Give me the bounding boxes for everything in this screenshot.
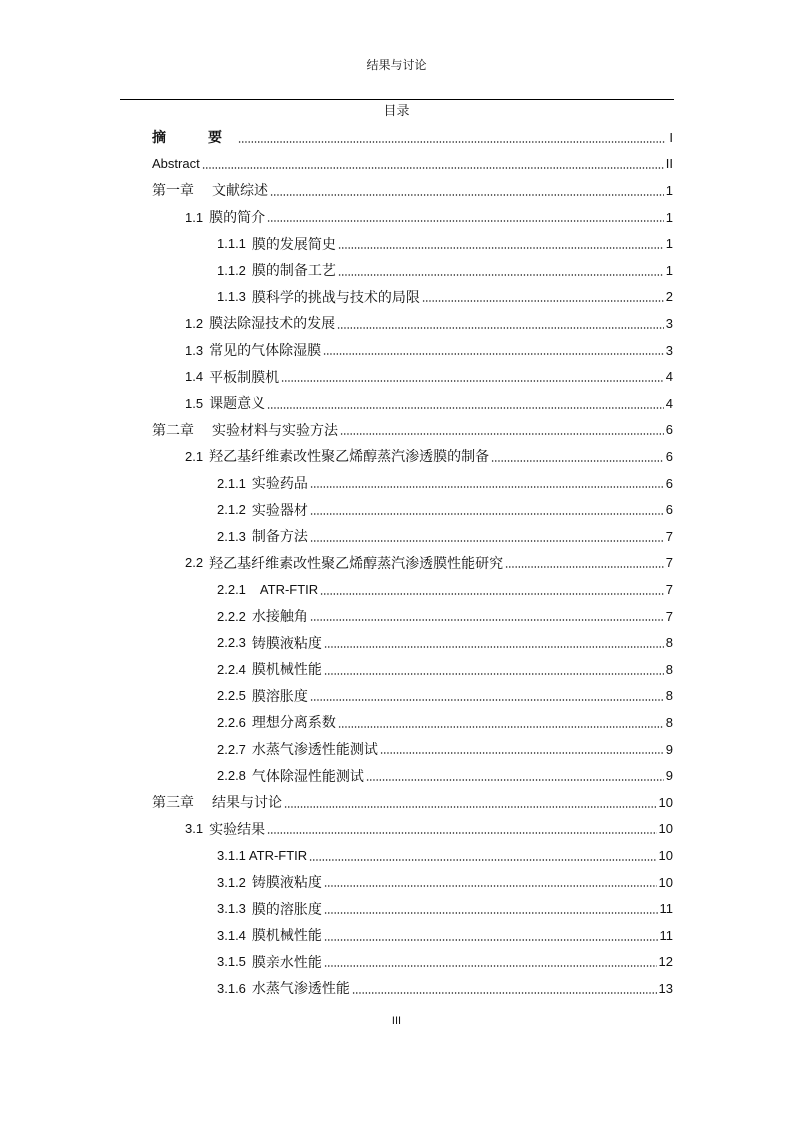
- toc-entry-page: 6: [665, 502, 673, 518]
- toc-entry-page: 10: [658, 821, 673, 837]
- toc-entry-number: 2.2.1: [217, 581, 246, 597]
- toc-entry-abstract-en[interactable]: [152, 151, 673, 178]
- toc-entry-page: 1: [665, 182, 673, 198]
- toc-entry-section[interactable]: [185, 363, 673, 390]
- toc-entry-subsection[interactable]: [217, 496, 673, 523]
- toc-entry-number: 2.2.3: [217, 635, 246, 651]
- toc-entry-subsection[interactable]: [217, 257, 673, 284]
- toc-entry-label: 膜亲水性能: [251, 954, 322, 971]
- dot-leader: [267, 220, 664, 222]
- toc-entry-section[interactable]: [185, 390, 673, 417]
- toc-entry-number: 第三章: [152, 795, 194, 812]
- toc-entry-subsection[interactable]: [217, 869, 673, 896]
- toc-entry-page: 1: [665, 236, 673, 252]
- toc-entry-page: 10: [658, 847, 673, 863]
- toc-entry-number: 1.5: [185, 395, 204, 411]
- dot-leader: [324, 939, 658, 941]
- toc-entry-page: 8: [665, 714, 673, 730]
- toc-entry-label: 水蒸气渗透性能: [251, 981, 350, 998]
- toc-entry-label: 文献综述: [212, 183, 268, 200]
- toc-entry-page: 6: [665, 448, 673, 464]
- dot-leader: [284, 806, 657, 808]
- toc-entry-label: ATR-FTIR: [259, 581, 319, 597]
- dot-leader: [238, 141, 665, 143]
- toc-entry-label: 实验材料与实验方法: [212, 422, 338, 439]
- toc-entry-section[interactable]: [185, 204, 673, 231]
- toc-entry-subsection[interactable]: [217, 656, 673, 683]
- toc-entry-number: 2.2.4: [217, 661, 246, 677]
- dot-leader: [267, 832, 656, 834]
- dot-leader: [340, 433, 664, 435]
- toc-entry-label: 膜法除湿技术的发展: [209, 316, 336, 333]
- toc-entry-number: 3.1: [185, 821, 204, 837]
- toc-entry-label: 膜的发展简史: [251, 236, 336, 253]
- dot-leader: [338, 726, 664, 728]
- toc-entry-subsection[interactable]: [217, 470, 673, 497]
- dot-leader: [324, 885, 657, 887]
- dot-leader: [491, 460, 664, 462]
- toc-entry-number: 1.1.1: [217, 236, 246, 252]
- toc-entry-number: 2.2.6: [217, 714, 246, 730]
- dot-leader: [352, 992, 657, 994]
- toc-entry-page: 7: [665, 608, 673, 624]
- toc-entry-section[interactable]: [185, 310, 673, 337]
- toc-entry-label: 摘 要: [152, 130, 236, 147]
- toc-entry-number: 3.1.3: [217, 901, 246, 917]
- toc-entry-section[interactable]: [185, 550, 673, 577]
- toc-entry-page: 7: [665, 528, 673, 544]
- toc-entry-label: 膜的简介: [209, 210, 266, 227]
- toc-entry-number: 3.1.1: [217, 847, 246, 863]
- toc-entry-page: 1: [665, 262, 673, 278]
- dot-leader: [338, 247, 664, 249]
- dot-leader: [309, 859, 656, 861]
- toc-entry-number: 2.1.2: [217, 502, 246, 518]
- toc-entry-label: ATR-FTIR: [248, 847, 308, 863]
- toc-entry-label: 制备方法: [251, 529, 308, 546]
- toc-entry-page: 2: [665, 289, 673, 305]
- dot-leader: [505, 566, 664, 568]
- toc-entry-page: 1: [665, 209, 673, 225]
- toc-entry-label: 羟乙基纤维素改性聚乙烯醇蒸汽渗透膜性能研究: [209, 555, 504, 572]
- toc-entry-label: 实验药品: [251, 476, 308, 493]
- toc-entry-number: 3.1.6: [217, 980, 246, 996]
- toc-entry-number: 2.1: [185, 448, 204, 464]
- toc-entry-page: 4: [665, 369, 673, 385]
- toc-entry-number: 2.2: [185, 555, 204, 571]
- dot-leader: [310, 699, 664, 701]
- toc-entry-page: 3: [665, 315, 673, 331]
- toc-entry-number: 第二章: [152, 422, 194, 439]
- toc-entry-number: 1.4: [185, 369, 204, 385]
- toc-entry-page: 11: [659, 927, 673, 943]
- toc-entry-label: 水接触角: [251, 609, 308, 626]
- toc-entry-page: 12: [658, 954, 673, 970]
- toc-entry-number: 2.2.7: [217, 741, 246, 757]
- toc-entry-number: 1.2: [185, 315, 204, 331]
- dot-leader: [320, 593, 664, 595]
- dot-leader: [324, 965, 657, 967]
- toc-entry-subsection[interactable]: [217, 709, 673, 736]
- toc-entry-chapter[interactable]: [152, 789, 673, 816]
- toc-entry-subsection[interactable]: [217, 922, 673, 949]
- dot-leader: [310, 486, 664, 488]
- toc-entry-page: 9: [665, 768, 673, 784]
- toc-entry-label: 实验结果: [209, 821, 266, 838]
- toc-entry-label: 膜的制备工艺: [251, 263, 336, 280]
- toc-entry-subsection[interactable]: [217, 603, 673, 630]
- toc-entry-page: II: [665, 156, 673, 172]
- toc-entry-label: 膜科学的挑战与技术的局限: [251, 289, 420, 306]
- dot-leader: [337, 327, 664, 329]
- toc-entry-subsection[interactable]: [217, 842, 673, 869]
- toc-entry-label: 铸膜液粘度: [251, 875, 322, 892]
- page-number: III: [391, 1015, 402, 1027]
- toc-entry-label: 常见的气体除湿膜: [209, 343, 322, 360]
- toc-entry-subsection[interactable]: [217, 523, 673, 550]
- dot-leader: [281, 380, 664, 382]
- dot-leader: [267, 407, 664, 409]
- toc-entry-subsection[interactable]: [217, 576, 673, 603]
- toc-entry-subsection[interactable]: [217, 975, 673, 1002]
- dot-leader: [366, 779, 664, 781]
- toc-entry-subsection[interactable]: [217, 762, 673, 789]
- toc-entry-page: 6: [665, 475, 673, 491]
- toc-entry-label: 理想分离系数: [251, 715, 336, 732]
- toc-entry-subsection[interactable]: [217, 284, 673, 311]
- toc-entry-label: 羟乙基纤维素改性聚乙烯醇蒸汽渗透膜的制备: [209, 449, 490, 466]
- toc-entry-number: 1.1.2: [217, 262, 246, 278]
- dot-leader: [310, 513, 664, 515]
- running-header: 结果与讨论: [366, 58, 427, 72]
- toc-entry-page: 3: [665, 342, 673, 358]
- toc-entry-number: 1.3: [185, 342, 204, 358]
- toc-entry-abstract-cn[interactable]: [152, 124, 673, 151]
- toc-entry-subsection[interactable]: [217, 683, 673, 710]
- toc-entry-page: 10: [658, 794, 673, 810]
- toc-entry-label: 膜的溶胀度: [251, 901, 322, 918]
- toc-entry-number: 2.2.5: [217, 688, 246, 704]
- dot-leader: [324, 673, 664, 675]
- toc-entry-page: 7: [665, 581, 673, 597]
- toc-entry-section[interactable]: [185, 443, 673, 470]
- toc-entry-label: 平板制膜机: [209, 369, 280, 386]
- toc-entry-label: Abstract: [152, 156, 200, 172]
- toc-entry-page: 6: [665, 422, 673, 438]
- toc-entry-chapter[interactable]: [152, 417, 673, 444]
- toc-entry-number: 1.1: [185, 209, 204, 225]
- toc-entry-subsection[interactable]: [217, 895, 673, 922]
- toc-entry-number: 2.2.2: [217, 608, 246, 624]
- toc-entry-page: 9: [665, 741, 673, 757]
- toc-entry-subsection[interactable]: [217, 230, 673, 257]
- toc-entry-page: 10: [658, 874, 673, 890]
- toc-title: 目录: [383, 104, 410, 119]
- toc-entry-label: 水蒸气渗透性能测试: [251, 742, 378, 759]
- toc-entry-label: 膜机械性能: [251, 928, 322, 945]
- toc-entry-number: 3.1.2: [217, 874, 246, 890]
- toc-entry-section[interactable]: [185, 816, 673, 843]
- dot-leader: [310, 619, 664, 621]
- toc-entry-page: 7: [665, 555, 673, 571]
- toc-entry-page: 13: [658, 980, 673, 996]
- toc-entry-page: 8: [665, 688, 673, 704]
- toc-entry-number: 1.1.3: [217, 289, 246, 305]
- toc-entry-subsection[interactable]: [217, 949, 673, 976]
- toc-entry-label: 气体除湿性能测试: [251, 768, 364, 785]
- toc-entry-page: 11: [659, 901, 673, 917]
- toc-entry-page: 8: [665, 661, 673, 677]
- toc-entry-label: 铸膜液粘度: [251, 635, 322, 652]
- toc-entry-number: 2.1.1: [217, 475, 246, 491]
- toc-entry-subsection[interactable]: [217, 629, 673, 656]
- toc-entry-label: 结果与讨论: [212, 795, 282, 812]
- toc-entry-number: 第一章: [152, 183, 194, 200]
- dot-leader: [202, 167, 664, 169]
- dot-leader: [324, 646, 664, 648]
- toc-entry-page: 4: [665, 395, 673, 411]
- toc-entry-page: 8: [665, 635, 673, 651]
- dot-leader: [422, 300, 664, 302]
- dot-leader: [323, 353, 664, 355]
- dot-leader: [270, 194, 664, 196]
- toc-entry-label: 膜机械性能: [251, 662, 322, 679]
- toc-entry-number: 2.1.3: [217, 528, 246, 544]
- toc-entry-section[interactable]: [185, 337, 673, 364]
- dot-leader: [310, 540, 664, 542]
- toc-entry-number: 2.2.8: [217, 768, 246, 784]
- toc-entry-subsection[interactable]: [217, 736, 673, 763]
- toc-entry-label: 膜溶胀度: [251, 688, 308, 705]
- dot-leader: [380, 752, 664, 754]
- toc-entry-number: 3.1.5: [217, 954, 246, 970]
- header-rule: [120, 99, 674, 100]
- toc-entry-number: 3.1.4: [217, 927, 246, 943]
- toc-entry-chapter[interactable]: [152, 177, 673, 204]
- dot-leader: [324, 912, 658, 914]
- toc-entry-label: 课题意义: [209, 396, 266, 413]
- toc-entry-label: 实验器材: [251, 502, 308, 519]
- dot-leader: [338, 274, 664, 276]
- toc-entry-page: I: [669, 129, 673, 145]
